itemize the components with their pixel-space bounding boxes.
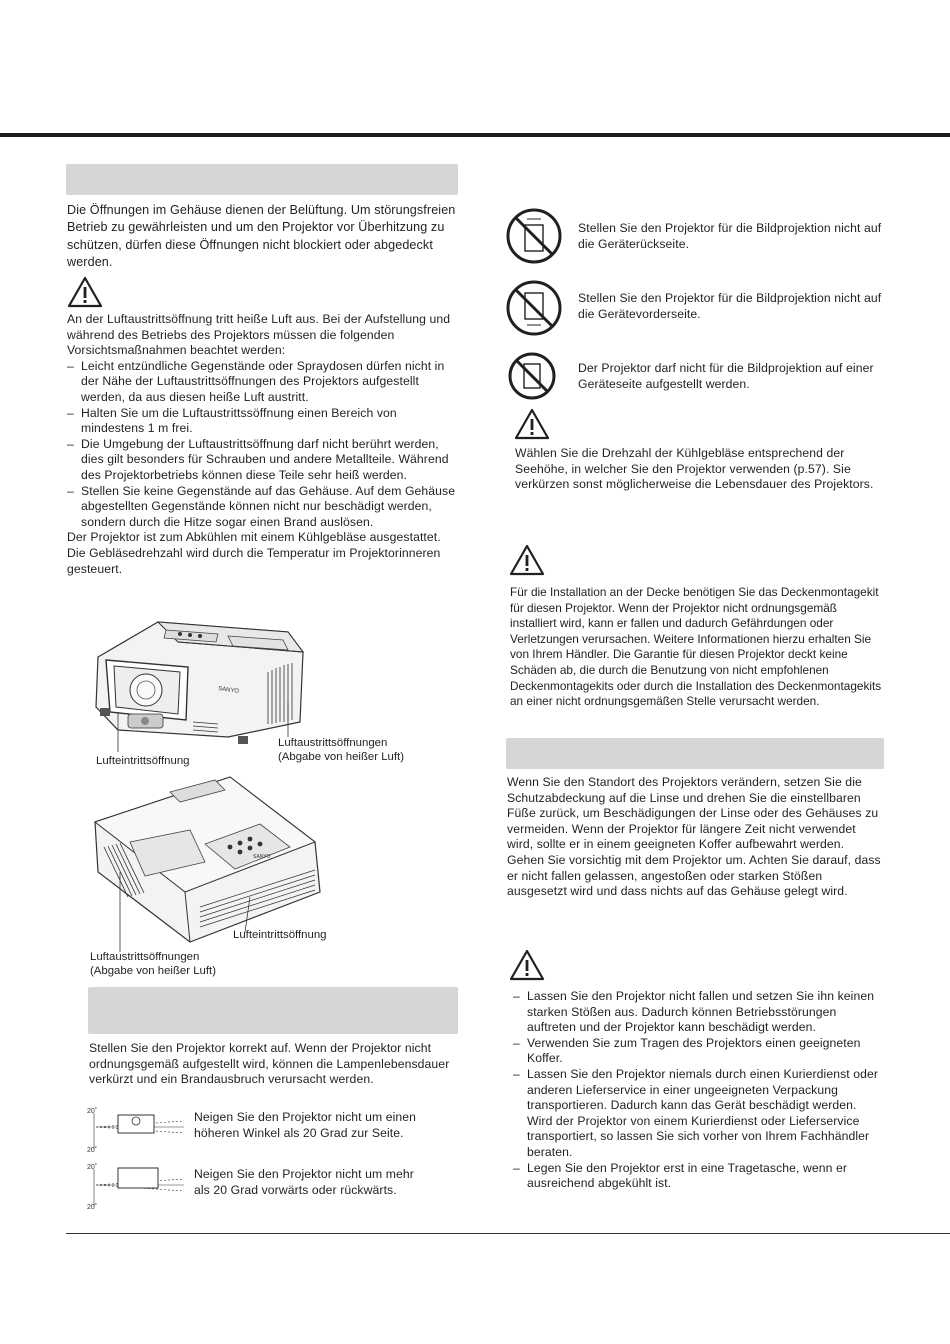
no-rear-projection-icon [505,207,563,270]
moving-text-2: Gehen Sie vorsichtig mit dem Projektor um. Achten Sie darauf, dass er nicht fallen gelassen, angestoßen oder starken Stößen ausgesetzt wird und dass nichts auf das Gehäuse gelegt wird. [507,852,881,899]
section-header-setup [88,987,458,1034]
angle-label: 20˚ [87,1204,98,1211]
projector-front-illustration [88,612,313,757]
list-item: – Legen Sie den Projektor erst in eine Tragetasche, wenn er ausreichend abgekühlt ist. [513,1161,885,1192]
no-rear-text: Stellen Sie den Projektor für die Bildprojektion nicht auf die Geräterückseite. [578,221,882,251]
hot-air-section [67,312,459,577]
section-header-ventilation [66,164,458,195]
tilt-front-diagram [86,1163,186,1218]
list-item: – Lassen Sie den Projektor nicht fallen und setzen Sie ihn keinen starken Stößen aus. Dadurch können Betriebsstörungen auftreten und der Projektor kann beschädigt werden. [513,989,885,1036]
warning-icon [514,408,550,440]
warning-icon [509,949,545,981]
angle-label: 20˚ [87,1147,98,1154]
list-item: – Stellen Sie keine Gegenstände auf das Gehäuse. Auf dem Gehäuse abgestellten Gegenstände können nicht nur beschädigt werden, sondern durch die Hitze sogar einen Brand auslösen. [67,484,459,531]
list-item: – Halten Sie um die Luftaustrittssöffnung einen Bereich von mindestens 1 m frei. [67,406,459,437]
angle-label: 20˚ [87,1108,98,1115]
list-item: – Die Umgebung der Luftaustrittsöffnung darf nicht berührt werden, dies gilt besonders für Schrauben und andere Metallteile. Während des Projektorbetriebs können diese Teile sehr heiß werden. [67,437,459,484]
angle-label: 20˚ [87,1164,98,1171]
warning-icon [67,276,103,308]
tilt-side-diagram [86,1107,186,1162]
fig1-exhaust-label [278,737,404,764]
fan-text: Der Projektor ist zum Abkühlen mit einem Kühlgebläse ausgestattet. Die Gebläsedrehzahl wird durch die Temperatur im Projektorinneren gesteuert. [67,530,441,576]
hot-air-list [67,359,459,531]
fig2-exhaust-label-line2: (Abgabe von heißer Luft) [90,964,217,977]
ceiling-text: Für die Installation an der Decke benötigen Sie das Deckenmontagekit für diesen Projektor. Wenn der Projektor nicht ordnungsgemäß installiert wird, kann er fallen und dadurch Gefährdungen oder Verletzungen verursachen. Weitere Informationen hierzu erhalten Sie von Ihrem Händler. Die Garantie für diesen Projektor deckt keine Schäden ab, die durch die Benutzung von nicht empfohlenen Deckenmontagekits oder durch die Installation des Deckenmontagekits an einer nicht ordnungsgemäßen Stelle verursacht werden. [510,585,882,709]
bottom-rule [66,1233,950,1234]
fig1-exhaust-label-line2: (Abgabe von heißer Luft) [278,750,405,763]
fig1-intake-label: Lufteintrittsöffnung [96,755,190,767]
svg-text:SANYO: SANYO [217,686,240,695]
list-item: – Verwenden Sie zum Tragen des Projektors einen geeigneten Koffer. [513,1036,885,1067]
no-side-projection-icon [507,351,557,406]
list-item: – Lassen Sie den Projektor niemals durch einen Kurierdienst oder anderen Lieferservice in einer ungeeigneten Verpackung transportieren. Dadurch kann das Gerät beschädigt werden. Wird der Projektor von einem Kurierdienst oder Lieferservice transportiert, so lassen Sie sich vorher von Ihrem Fachhändler beraten. [513,1067,885,1161]
hot-air-intro: An der Luftaustrittsöffnung tritt heiße Luft aus. Bei der Aufstellung und während des Betriebs des Projektors müssen die folgenden Vorsichtsmaßnahmen beachtet werden: [67,312,451,358]
top-rule [0,133,950,137]
no-front-text: Stellen Sie den Projektor für die Bildprojektion nicht auf die Gerätevorderseite. [578,291,882,321]
transport-list [513,989,885,1192]
no-side-text: Der Projektor darf nicht für die Bildprojektion auf einer Geräteseite aufgestellt werden. [578,361,874,391]
moving-text-1: Wenn Sie den Standort des Projektors verändern, setzen Sie die Schutzabdeckung auf die Linse und drehen Sie die einstellbaren Füße zurück, um Beschädigungen der Linse oder des Gehäuses zu vermeiden. Wenn der Projektor für längere Zeit nicht verwendet wird, sollte er in einem geeigneten Koffer aufbewahrt werden. [507,775,879,852]
tilt-side-text: Neigen Sie den Projektor nicht um einen höheren Winkel als 20 Grad zur Seite. [194,1110,417,1140]
fig2-exhaust-label [90,951,216,978]
fig2-brand-text: SANYO [253,854,271,860]
fig2-exhaust-label-line1: Luftaustrittsöffnungen [90,951,200,963]
setup-text: Stellen Sie den Projektor korrekt auf. Wenn der Projektor nicht ordnungsgemäß aufgestellt wird, können die Lampenlebensdauer verkürzt und ein Brandausbruch verursacht werden. [89,1041,450,1087]
altitude-text: Wählen Sie die Drehzahl der Kühlgebläse entsprechend der Seehöhe, in welcher Sie den Projektor verwenden (p.57). Sie verkürzen sonst möglicherweise die Lebensdauer des Projektors. [515,446,874,492]
moving-section [507,775,882,900]
no-front-projection-icon [505,279,563,342]
ventilation-intro: Die Öffnungen im Gehäuse dienen der Belüftung. Um störungsfreien Betrieb zu gewährleisten und um den Projektor vor Überhitzung zu schützen, dürfen diese Öffnungen nicht blockiert oder abgedeckt werden. [67,203,456,269]
warning-icon [509,544,545,576]
section-header-moving [506,738,884,769]
list-item: – Leicht entzündliche Gegenstände oder Spraydosen dürfen nicht in der Nähe der Luftaustrittsöffnungen des Projektors aufgestellt werden, da aus diesen heiße Luft austritt. [67,359,459,406]
tilt-front-text: Neigen Sie den Projektor nicht um mehr als 20 Grad vorwärts oder rückwärts. [194,1167,414,1197]
fig1-exhaust-label-line1: Luftaustrittsöffnungen [278,737,388,749]
fig2-intake-label: Lufteintrittsöffnung [233,929,327,941]
